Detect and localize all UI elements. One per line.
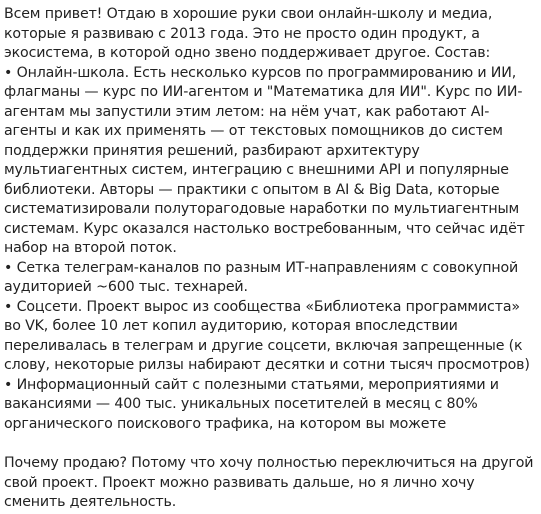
post-item-info-site: • Информационный сайт с полезными статьями, мероприятиями и вакансиями — 400 тыс. уникальных посетителей в месяц с 80% органического поискового трафика, на котором вы можете [4, 376, 499, 432]
post-item-telegram-channels: • Сетка телеграм-каналов по разным ИТ-направлениям с совокупной аудиторией ~600 тыс. технарей. [4, 259, 519, 295]
post-text [4, 5, 538, 513]
post-item-social-networks: • Соцсети. Проект вырос из сообщества «Библиотека программиста» во VK, более 10 лет копил аудиторию, которая впоследствии переливалась в телеграм и другие соцсети, включая запрещенные (к слову, некоторые рилзы набирают десятки и сотни тысяч просмотров) [4, 298, 530, 373]
post-closing: Почему продаю? Потому что хочу полностью переключиться на другой свой проект. Проект можно развивать дальше, но я лично хочу сменить деятельность. [4, 455, 534, 510]
post-item-online-school: • Онлайн-школа. Есть несколько курсов по программированию и ИИ, флагманы — курс по ИИ-агентом и "Математика для ИИ". Курс по ИИ-агентам мы запустили этим летом: на нём учат, как работают AI-агенты и как их применять — от текстовых помощников до систем поддержки принятия решений, разбирают архитектуру мультиагентных систем, интеграцию с внешними API и популярные библиотеки. Авторы — практики с опытом в AI & Big Data, которые систематизировали полуторагодовые наработки по мультиагентным системам. Курс оказался настолько востребованным, что сейчас идёт набор на второй поток. [4, 64, 525, 256]
post-intro: Всем привет! Отдаю в хорошие руки свои онлайн-школу и медиа, которые я развиваю с 2013 года. Это не просто один продукт, а экосистема, в которой одно звено поддерживает другое. Состав: [4, 6, 493, 61]
paragraph-gap [4, 434, 538, 454]
